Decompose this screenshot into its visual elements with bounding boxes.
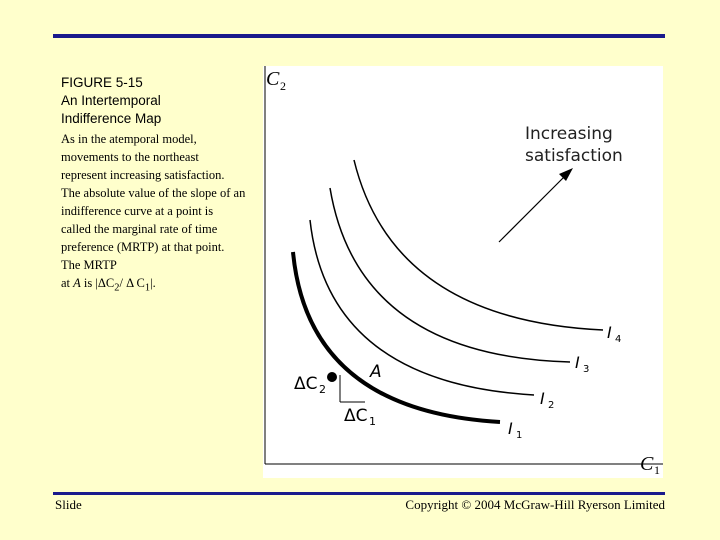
curve-label-i4: I xyxy=(607,323,612,342)
figure-number: FIGURE 5-15 xyxy=(61,75,143,90)
delta-c2-sub: 2 xyxy=(319,383,326,396)
description-end-prefix: at xyxy=(61,276,71,290)
figure-caption xyxy=(61,74,246,298)
figure-title-line2: Indifference Map xyxy=(61,111,162,126)
description-end-mid: / Δ C xyxy=(119,276,145,290)
description-sub-2: 2 xyxy=(114,282,120,294)
description-end-tail: |. xyxy=(150,276,156,290)
x-axis-label: C xyxy=(640,453,654,475)
curve-sub-i3: 3 xyxy=(583,364,590,375)
description-sub-1: 1 xyxy=(144,282,151,294)
y-axis-sub: 2 xyxy=(280,79,286,93)
description-text: As in the atemporal model, movements to the northeast represent increasing satisfaction. The absolute value of the slope of an indifference curve at a point is called the marginal rate of time preference (MRTP) at that point. The MRTP xyxy=(61,132,246,272)
figure-description xyxy=(61,130,246,298)
footer-copyright: Copyright © 2004 McGraw-Hill Ryerson Limited xyxy=(405,497,665,512)
top-rule xyxy=(53,34,665,38)
description-point: A xyxy=(73,276,81,290)
increasing-arrow-shaft xyxy=(499,176,565,242)
figure-title-line1: An Intertemporal xyxy=(61,93,161,108)
increasing-arrow-head xyxy=(559,168,573,181)
point-a-marker xyxy=(327,372,337,382)
curve-label-i1: I xyxy=(508,419,513,438)
increasing-label-line1: Increasing xyxy=(525,124,613,144)
point-a-label: A xyxy=(370,362,382,382)
footer-slide-label: Slide xyxy=(55,497,82,512)
x-axis-sub: 1 xyxy=(654,463,660,477)
y-axis-label: C xyxy=(266,68,280,90)
curve-label-i3: I xyxy=(575,353,580,372)
description-end-rest: is |ΔC xyxy=(83,276,115,290)
indifference-curve-3 xyxy=(330,188,570,362)
increasing-label-line2: satisfaction xyxy=(525,146,623,166)
curve-label-i2: I xyxy=(540,389,545,408)
delta-c2-label: ΔC xyxy=(294,374,318,394)
delta-c1-label: ΔC xyxy=(344,406,368,426)
curve-sub-i4: 4 xyxy=(615,334,622,345)
curve-sub-i1: 1 xyxy=(516,430,523,441)
diagram-svg xyxy=(263,66,663,478)
delta-c1-sub: 1 xyxy=(369,415,376,428)
curve-sub-i2: 2 xyxy=(548,400,555,411)
indifference-map-diagram xyxy=(263,66,663,478)
bottom-rule xyxy=(53,492,665,495)
